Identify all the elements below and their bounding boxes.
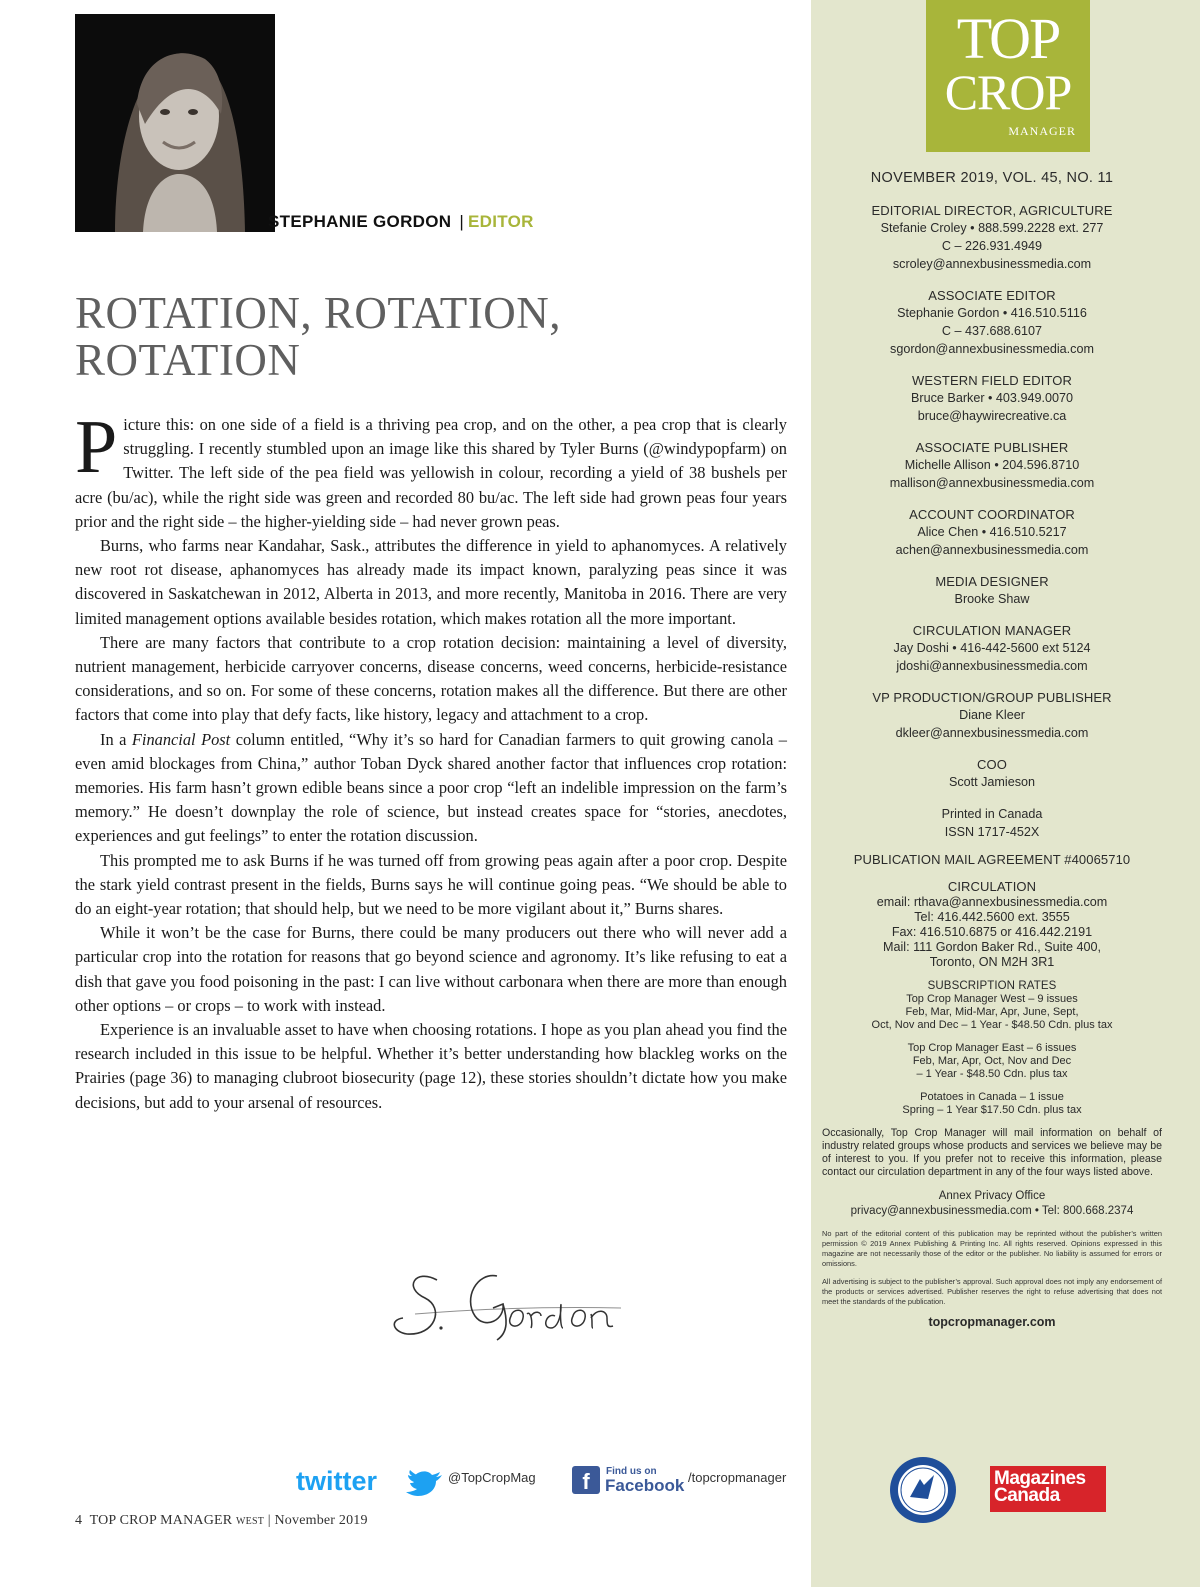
privacy-block: [822, 1189, 1162, 1219]
masthead-title: COO: [977, 757, 1007, 772]
editor-signature: [385, 1258, 635, 1348]
article-paragraph: Experience is an invaluable asset to have when choosing rotations. I hope as you plan ahead you find the research included in this issue to be helpful. Whether it’s better understanding how blackleg works on the Prairies (page 36) to managing clubroot biosecurity (page 12), these stories shouldn’t dictate how you make decisions, but add to your arsenal of resources.: [75, 1020, 787, 1112]
masthead-title: EDITORIAL DIRECTOR, AGRICULTURE: [871, 203, 1113, 218]
masthead-line: C – 226.931.4949: [941, 239, 1043, 253]
masthead-block: [822, 689, 1162, 742]
editor-role: EDITOR: [468, 212, 534, 231]
article-paragraph: There are many factors that contribute to a crop rotation decision: maintaining a level of diversity, nutrient management, herbicide carryover concerns, disease concerns, weed concerns, herbicide-resistance considerations, and so on. For some of these concerns, rotation makes all the difference. But there are other factors that come into play that defy facts, like history, legacy and attachment to a crop.: [75, 632, 787, 725]
article-body: [75, 405, 788, 1115]
twitter-logo-icon[interactable]: [296, 1466, 446, 1496]
facebook-f-icon[interactable]: f: [572, 1466, 600, 1494]
folio-separator: |: [267, 1513, 271, 1528]
masthead-block: [822, 439, 1162, 492]
top-crop-manager-logo: [926, 0, 1090, 152]
masthead-title: WESTERN FIELD EDITOR: [912, 373, 1072, 388]
editor-photo: [75, 14, 275, 232]
masthead-line: Alice Chen • 416.510.5217: [917, 525, 1067, 539]
circulation-line: Fax: 416.510.6875 or 416.442.2191: [891, 925, 1093, 939]
masthead-line: Scott Jamieson: [948, 775, 1036, 789]
facebook-find-us: Find us on: [606, 1466, 657, 1477]
magazines-canada-logo: [990, 1466, 1106, 1512]
pub-mail-text: PUBLICATION MAIL AGREEMENT #40065710: [853, 852, 1131, 867]
masthead-email[interactable]: achen@annexbusinessmedia.com: [895, 543, 1089, 557]
masthead-block: [822, 202, 1162, 273]
subscription-block: [822, 1091, 1162, 1117]
masthead-title: ASSOCIATE PUBLISHER: [915, 440, 1069, 455]
audit-seal-icon: [888, 1455, 958, 1525]
masthead-block: [822, 287, 1162, 358]
facebook-wordmark[interactable]: Facebook: [605, 1476, 685, 1495]
masthead-line: Stefanie Croley • 888.599.2228 ext. 277: [880, 221, 1104, 235]
subscription-title: SUBSCRIPTION RATES: [927, 980, 1057, 992]
masthead-block: [822, 506, 1162, 559]
mailing-notice: Occasionally, Top Crop Manager will mail information on behalf of industry related groups whose products and services we believe may be of interest to you. If you prefer not to receive this information, please contact our circulation department in any of the four ways listed above.: [822, 1127, 1162, 1178]
logo-crop: CROP: [944, 64, 1072, 120]
masthead-block: [822, 573, 1162, 608]
privacy-title: Annex Privacy Office: [938, 1190, 1046, 1202]
subscription-block: [822, 1042, 1162, 1081]
masthead-email[interactable]: scroley@annexbusinessmedia.com: [892, 257, 1092, 271]
advertising-notice: All advertising is subject to the publisher’s approval. Such approval does not imply any endorsement of the products or services advertised. Publisher reserves the right to refuse advertising that does not meet the standards of the publication.: [822, 1277, 1162, 1306]
magazines-canada-line2: Canada: [994, 1485, 1060, 1506]
subscription-line: Feb, Mar, Apr, Oct, Nov and Dec: [912, 1055, 1072, 1067]
logo-top: TOP: [956, 6, 1060, 71]
circulation-line: Tel: 416.442.5600 ext. 3555: [914, 910, 1070, 924]
subscription-line: Oct, Nov and Dec – 1 Year - $48.50 Cdn. plus tax: [871, 1019, 1113, 1031]
circulation-title: CIRCULATION: [947, 879, 1037, 894]
byline-separator: |: [459, 212, 465, 231]
paragraph-text: In a: [100, 729, 132, 749]
masthead-line: Diane Kleer: [959, 708, 1025, 722]
masthead-block: [822, 622, 1162, 675]
subscription-line: Top Crop Manager West – 9 issues: [906, 993, 1078, 1005]
masthead-email[interactable]: jdoshi@annexbusinessmedia.com: [896, 659, 1088, 673]
subscription-line: Feb, Mar, Mid-Mar, Apr, June, Sept,: [905, 1006, 1079, 1018]
masthead-title: CIRCULATION MANAGER: [912, 623, 1072, 638]
masthead-email[interactable]: sgordon@annexbusinessmedia.com: [890, 342, 1094, 356]
masthead-title: MEDIA DESIGNER: [935, 574, 1049, 589]
folio-date: November 2019: [274, 1513, 368, 1528]
folio-magazine: TOP CROP MANAGER: [89, 1513, 233, 1528]
masthead-title: VP PRODUCTION/GROUP PUBLISHER: [872, 690, 1112, 705]
subscription-line: Spring – 1 Year $17.50 Cdn. plus tax: [902, 1104, 1082, 1116]
print-info: [822, 805, 1162, 841]
page-number: 4: [75, 1513, 83, 1528]
circulation-block: [822, 878, 1162, 970]
twitter-wordmark: twitter: [296, 1466, 377, 1496]
page-folio: [75, 1513, 368, 1529]
article-paragraph: While it won’t be the case for Burns, there could be many producers out there who will never add a particular crop into the rotation for reasons that go beyond science and agronomy. It’s like refusing to eat a dish that gave you food poisoning in the past: I can live without carbonara when there are more than enough other options – or crops – to work with instead.: [75, 923, 787, 1015]
paragraph-text: icture this: on one side of a field is a thriving pea crop, and on the other, a pea crop that is clearly struggling. I recently stumbled upon an image like this shared by Tyler Burns (@windypopfarm) on Twitter. The left side of the pea field was yellowish in colour, recording a yield of 38 bushels per acre (bu/ac), while the right side was green and recorded 80 bu/ac. The left side had grown peas four years prior and the right side – the higher-yielding side – had never grown peas.: [75, 415, 787, 531]
masthead-line: Michelle Allison • 204.596.8710: [904, 458, 1080, 472]
masthead-title: ASSOCIATE EDITOR: [928, 288, 1056, 303]
folio-edition: WEST: [236, 1516, 265, 1527]
magazines-canada-line1: Magazines: [994, 1468, 1086, 1489]
masthead-line: C – 437.688.6107: [941, 324, 1043, 338]
masthead-email[interactable]: dkleer@annexbusinessmedia.com: [895, 726, 1089, 740]
article-paragraph: [75, 405, 787, 534]
facebook-handle[interactable]: /topcropmanager: [688, 1470, 787, 1485]
logo-manager: MANAGER: [1008, 124, 1076, 138]
subscription-block: [822, 980, 1162, 1032]
issn: ISSN 1717-452X: [944, 825, 1040, 839]
masthead-block: [822, 756, 1162, 791]
pub-mail-agreement: [822, 851, 1162, 868]
masthead-title: ACCOUNT COORDINATOR: [909, 507, 1075, 522]
masthead-block: [822, 372, 1162, 425]
masthead-email[interactable]: bruce@haywirecreative.ca: [917, 409, 1067, 423]
twitter-handle[interactable]: @TopCropMag: [448, 1470, 536, 1485]
editor-name: STEPHANIE GORDON: [268, 212, 452, 231]
article-paragraph: [75, 728, 787, 849]
article-paragraph: This prompted me to ask Burns if he was turned off from growing peas again after a poor crop. Despite the stark yield contrast present in the fields, Burns says he will continue going peas. “We should be able to do an eight-year rotation; that should help, but we need to be more vigilant about it,” Burns shares.: [75, 850, 787, 919]
circulation-line: Mail: 111 Gordon Baker Rd., Suite 400,: [883, 940, 1101, 954]
subscription-line: – 1 Year - $48.50 Cdn. plus tax: [916, 1068, 1068, 1080]
editor-portrait-image: [75, 14, 275, 232]
circulation-line: Toronto, ON M2H 3R1: [929, 955, 1055, 969]
circulation-line[interactable]: email: rthava@annexbusinessmedia.com: [876, 895, 1108, 909]
subscription-line: Potatoes in Canada – 1 issue: [920, 1091, 1064, 1103]
subscription-line: Top Crop Manager East – 6 issues: [907, 1042, 1077, 1054]
printed-in: Printed in Canada: [941, 807, 1043, 821]
privacy-contact[interactable]: privacy@annexbusinessmedia.com • Tel: 800.668.2374: [850, 1205, 1134, 1217]
masthead-email[interactable]: mallison@annexbusinessmedia.com: [889, 476, 1095, 490]
masthead-credits: [822, 170, 1162, 1329]
masthead-line: Stephanie Gordon • 416.510.5116: [897, 306, 1087, 320]
drop-cap: P: [75, 405, 118, 489]
masthead-line: Jay Doshi • 416-442-5600 ext 5124: [893, 641, 1091, 655]
masthead-line: Bruce Barker • 403.949.0070: [911, 391, 1073, 405]
website-link[interactable]: topcropmanager.com: [928, 1315, 1056, 1329]
copyright-notice: No part of the editorial content of this publication may be reprinted without the publisher’s written permission © 2019 Annex Publishing & Printing Inc. All rights reserved. Opinions expressed in this magazine are not necessarily those of the editor or the publisher. No liability is assumed for errors or omissions.: [822, 1229, 1162, 1268]
masthead-line: Brooke Shaw: [954, 592, 1030, 606]
article-paragraph: Burns, who farms near Kandahar, Sask., attributes the difference in yield to aphanomyces. A relatively new root rot disease, aphanomyces has already made its impact known, paralyzing peas since it was discovered in Saskatchewan in 2012, Alberta in 2013, and more recently, Manitoba in 2016. There are very limited management options available besides rotation, which makes rotation all the more important.: [75, 536, 787, 628]
editor-byline: [268, 212, 534, 232]
publication-title: Financial Post: [131, 729, 231, 749]
paragraph-text: column entitled, “Why it’s so hard for Canadian farmers to quit growing canola – even amid blockages from China,” author Toban Dyck shared another factor that influences crop rotation: memories. His farm hasn’t grown edible beans since a poor crop “left an indelible impression on the farm’s memory.” He doesn’t downplay the role of science, but instead creates space for “stories, anecdotes, experiences and gut feelings” to enter the rotation discussion.: [75, 729, 788, 846]
article-headline: ROTATION, ROTATION, ROTATION: [75, 288, 561, 385]
issue-line: NOVEMBER 2019, VOL. 45, NO. 11: [870, 170, 1114, 186]
